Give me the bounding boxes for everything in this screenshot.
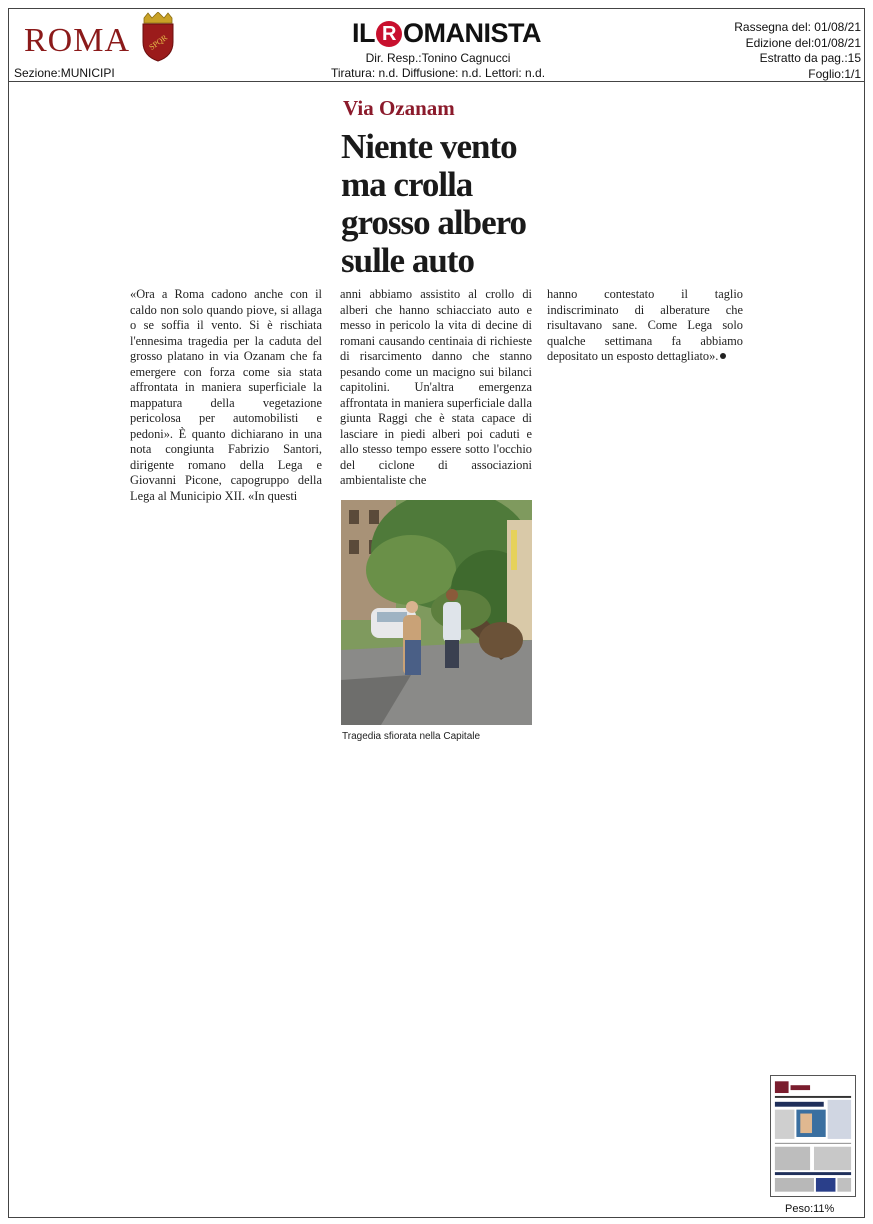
peso-label: Peso:11% (785, 1203, 835, 1215)
page-thumbnail (770, 1075, 856, 1197)
roma-crest-icon (138, 12, 178, 62)
masthead-r-icon: R (376, 21, 402, 47)
article-column-2: anni abbiamo assistito al crollo di alberi che hanno schiacciato auto e messo in pericolo la vita di decine di romani causando centinaia di richieste di risarcimento danno che stanno pesando come un macigno sui bilanci capitolini. Un'altra emergenza affrontata in maniera superficiale dalla giunta Raggi che è stata capace di lasciare in piedi alberi poi caduti e allo stesso tempo essere sotto l'occhio del ciclone di associazioni ambientaliste che (340, 287, 532, 487)
masthead-pre: IL (352, 18, 375, 48)
masthead-post: OMANISTA (403, 18, 541, 48)
end-mark-icon (720, 353, 726, 359)
foglio-count: Foglio:1/1 (808, 66, 861, 81)
article-column-3-text: hanno contestato il taglio indiscriminato di alberature che risultavano sane. Come Lega solo qualche settimana fa abbiamo depositato un esposto dettagliato». (547, 287, 743, 363)
article-photo (341, 500, 532, 725)
photo-caption: Tragedia sfiorata nella Capitale (342, 731, 481, 742)
direttore-responsabile: Dir. Resp.:Tonino Cagnucci (365, 51, 511, 65)
roma-logo-text: ROMA (24, 22, 131, 59)
header-meta (734, 20, 861, 82)
tiratura-info: Tiratura: n.d. Diffusione: n.d. Lettori: n.d. (330, 66, 546, 80)
article-column-1: «Ora a Roma cadono anche con il caldo non solo quando piove, si allaga o se soffia il vento. Si è rischiata l'ennesima tragedia per la caduta del grosso platano in via Ozanam che fa emergere con forza come sia stata affrontata in maniera superficiale la mappatura della vegetazione pericolosa per automobilisti e pedoni». È quanto dichiarano in una nota congiunta Fabrizio Santori, dirigente romano della Lega e Giovanni Picone, capogruppo della Lega al Municipio XII. «In questi (130, 287, 322, 503)
article-column-3 (547, 287, 743, 365)
rassegna-date: Rassegna del: 01/08/21 (734, 20, 861, 34)
edizione-date: Edizione del:01/08/21 (745, 35, 861, 50)
sezione-label: Sezione:MUNICIPI (14, 66, 115, 80)
estratto-page: Estratto da pag.:15 (759, 51, 861, 65)
svg-text:SPQR: SPQR (147, 32, 170, 52)
article-kicker: Via Ozanam (343, 96, 455, 120)
masthead-logo (352, 18, 541, 50)
article-headline: Niente vento ma crolla grosso albero sulle auto (341, 127, 527, 280)
